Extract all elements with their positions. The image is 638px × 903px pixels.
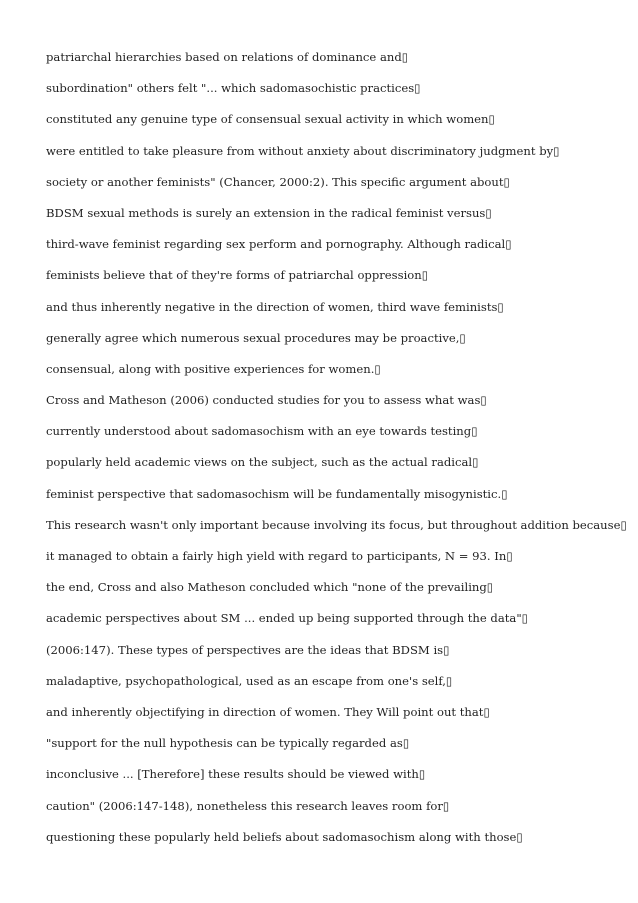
text-line: and thus inherently negative in the direction of women, third wave feminists▯ [46,299,504,314]
text-line: currently understood about sadomasochism with an eye towards testing▯ [46,424,478,439]
text-line: patriarchal hierarchies based on relations of dominance and▯ [46,50,409,64]
text-line: the end, Cross and also Matheson concluded which "none of the prevailing▯ [46,580,494,595]
text-line: inconclusive ... [Therefore] these results should be viewed with▯ [46,767,426,782]
text-line: it managed to obtain a fairly high yield with regard to participants, N = 93. In▯ [46,549,513,563]
body-text [46,47,626,858]
text-line: (2006:147). These types of perspectives are the ideas that BDSM is▯ [46,642,450,657]
text-line: popularly held academic views on the subject, such as the actual radical▯ [46,455,479,470]
text-line: generally agree which numerous sexual procedures may be proactive,▯ [46,330,466,345]
text-line: subordination" others felt "... which sadomasochistic practices▯ [46,81,421,96]
text-line: were entitled to take pleasure from without anxiety about discriminatory judgment by▯ [46,143,560,158]
text-line: constituted any genuine type of consensual sexual activity in which women▯ [46,112,495,127]
text-line: society or another feminists" (Chancer, 2000:2). This specific argument about▯ [46,174,510,189]
text-line: This research wasn't only important because involving its focus, but throughout addition because▯ [46,517,627,532]
text-line: consensual, along with positive experiences for women.▯ [46,361,381,376]
text-line: and inherently objectifying in direction of women. They Will point out that▯ [46,704,490,719]
text-line: "support for the null hypothesis can be typically regarded as▯ [46,736,410,751]
text-line: maladaptive, psychopathological, used as an escape from one's self,▯ [46,673,453,688]
text-line: third-wave feminist regarding sex perform and pornography. Although radical▯ [46,237,512,252]
text-line: feminists believe that of they're forms of patriarchal oppression▯ [46,268,429,283]
text-line: academic perspectives about SM ... ended up being supported through the data"▯ [46,611,529,626]
text-line: caution" (2006:147-148), nonetheless this research leaves room for▯ [46,798,450,813]
text-line: questioning these popularly held beliefs about sadomasochism along with those▯ [46,829,523,844]
text-line: feminist perspective that sadomasochism will be fundamentally misogynistic.▯ [46,486,508,501]
text-line: Cross and Matheson (2006) conducted studies for you to assess what was▯ [46,393,487,408]
text-line: BDSM sexual methods is surely an extension in the radical feminist versus▯ [46,205,492,220]
